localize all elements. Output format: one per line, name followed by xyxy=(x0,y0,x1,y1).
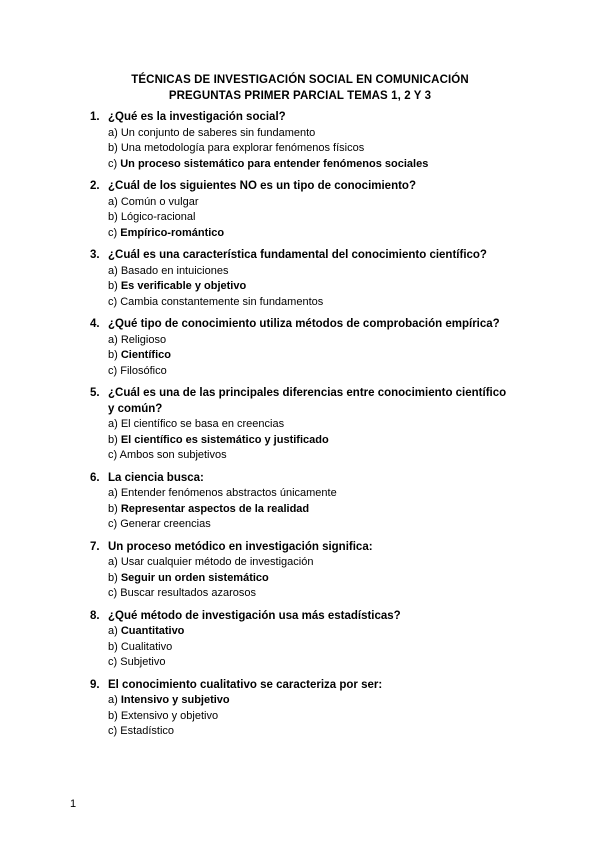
option-letter: a) xyxy=(108,556,118,568)
answer-option xyxy=(108,333,600,349)
question-item xyxy=(0,179,600,241)
question-text: ¿Cuál es una característica fundamental del conocimiento científico? xyxy=(108,249,487,261)
option-letter: b) xyxy=(108,280,118,292)
answer-option xyxy=(108,655,600,671)
answer-option xyxy=(108,486,600,502)
correct-answer-text: Representar aspectos de la realidad xyxy=(120,502,310,515)
option-letter: b) xyxy=(108,142,118,154)
option-letter: a) xyxy=(108,487,118,499)
answer-option xyxy=(108,195,600,211)
question-number: 4. xyxy=(90,318,100,330)
answer-option xyxy=(108,517,600,533)
option-text: Cambia constantemente sin fundamentos xyxy=(120,295,324,308)
answer-option xyxy=(108,348,600,364)
option-letter: c) xyxy=(108,449,118,461)
document-subtitle: PREGUNTAS PRIMER PARCIAL TEMAS 1, 2 Y 3 xyxy=(168,90,432,102)
option-text: Ambos son subjetivos xyxy=(119,449,227,461)
question-item xyxy=(0,317,600,379)
answer-option xyxy=(108,226,600,242)
option-text: Filosófico xyxy=(120,364,167,377)
question-item xyxy=(0,386,600,464)
answer-option xyxy=(108,433,600,449)
correct-answer-text: El científico es sistemático y justificado xyxy=(120,433,329,446)
option-letter: b) xyxy=(108,349,118,361)
option-letter: a) xyxy=(108,418,118,430)
option-text: Subjetivo xyxy=(120,656,166,668)
question-text: El conocimiento cualitativo se caracteriza por ser: xyxy=(108,678,383,691)
question-item xyxy=(0,678,600,740)
option-letter: a) xyxy=(108,126,118,139)
correct-answer-text: Es verificable y objetivo xyxy=(120,280,247,292)
correct-answer-text: Empírico-romántico xyxy=(120,226,225,239)
option-letter: c) xyxy=(108,295,118,308)
option-text: Basado en intuiciones xyxy=(120,264,229,277)
question-item xyxy=(0,471,600,533)
correct-answer-text: Cuantitativo xyxy=(120,625,185,637)
question-item xyxy=(0,609,600,671)
option-letter: c) xyxy=(108,157,118,170)
option-text: Entender fenómenos abstractos únicamente xyxy=(120,487,337,499)
option-letter: b) xyxy=(108,502,118,515)
answer-option xyxy=(108,279,600,295)
answer-option xyxy=(108,640,600,656)
answer-option xyxy=(108,448,600,464)
answer-option xyxy=(108,417,600,433)
answer-option xyxy=(108,295,600,311)
question-text: ¿Cuál de los siguientes NO es un tipo de conocimiento? xyxy=(108,180,416,192)
page-number: 1 xyxy=(70,798,77,810)
option-text: Lógico-racional xyxy=(120,211,196,223)
answer-option xyxy=(108,555,600,571)
question-item xyxy=(0,110,600,172)
question-item xyxy=(0,248,600,310)
option-letter: a) xyxy=(108,195,118,208)
question-number: 9. xyxy=(90,678,100,691)
option-letter: c) xyxy=(108,364,118,377)
question-text: La ciencia busca: xyxy=(108,471,204,484)
question-text: ¿Qué método de investigación usa más estadísticas? xyxy=(108,609,401,622)
answer-option xyxy=(108,709,600,725)
option-letter: c) xyxy=(108,656,118,668)
option-text: Generar creencias xyxy=(120,518,211,530)
answer-option xyxy=(108,141,600,157)
answer-option xyxy=(108,624,600,640)
correct-answer-text: Un proceso sistemático para entender fenómenos sociales xyxy=(120,157,429,170)
question-number: 7. xyxy=(90,540,100,553)
document-title: TÉCNICAS DE INVESTIGACIÓN SOCIAL EN COMUNICACIÓN xyxy=(131,74,469,86)
option-letter: b) xyxy=(108,571,118,584)
option-letter: a) xyxy=(108,625,118,637)
answer-option xyxy=(108,210,600,226)
option-letter: c) xyxy=(108,587,118,599)
answer-option xyxy=(108,264,600,280)
question-number: 1. xyxy=(90,111,100,123)
question-text: Un proceso metódico en investigación significa: xyxy=(108,540,373,553)
question-number: 2. xyxy=(90,180,100,192)
answer-option xyxy=(108,571,600,587)
option-text: Común o vulgar xyxy=(120,195,199,208)
answer-option xyxy=(108,364,600,380)
answer-option xyxy=(108,724,600,740)
option-text: Buscar resultados azarosos xyxy=(120,587,256,599)
question-number: 8. xyxy=(90,609,100,622)
option-letter: a) xyxy=(108,694,118,706)
question-text: ¿Cuál es una de las principales diferencias entre conocimiento científico y común? xyxy=(108,387,507,415)
question-list xyxy=(0,110,600,747)
option-letter: b) xyxy=(108,433,118,446)
option-text: Usar cualquier método de investigación xyxy=(120,556,314,568)
correct-answer-text: Científico xyxy=(120,349,171,361)
option-letter: b) xyxy=(108,211,118,223)
option-text: Religioso xyxy=(120,333,167,346)
option-letter: b) xyxy=(108,640,118,653)
option-text: El científico se basa en creencias xyxy=(120,418,285,430)
question-item xyxy=(0,540,600,602)
question-text: ¿Qué tipo de conocimiento utiliza métodos de comprobación empírica? xyxy=(108,318,500,330)
option-letter: c) xyxy=(108,725,118,737)
option-letter: c) xyxy=(108,518,118,530)
answer-option xyxy=(108,157,600,173)
answer-option xyxy=(108,693,600,709)
question-number: 3. xyxy=(90,249,100,261)
correct-answer-text: Intensivo y subjetivo xyxy=(120,694,230,706)
option-text: Un conjunto de saberes sin fundamento xyxy=(120,126,316,139)
correct-answer-text: Seguir un orden sistemático xyxy=(120,571,269,584)
question-number: 6. xyxy=(90,471,100,484)
option-letter: c) xyxy=(108,226,118,239)
option-text: Estadístico xyxy=(120,725,175,737)
option-text: Extensivo y objetivo xyxy=(120,709,219,722)
option-letter: a) xyxy=(108,333,118,346)
answer-option xyxy=(108,502,600,518)
answer-option xyxy=(108,586,600,602)
question-number: 5. xyxy=(90,387,100,399)
option-letter: a) xyxy=(108,264,118,277)
question-text: ¿Qué es la investigación social? xyxy=(108,111,286,123)
option-text: Cualitativo xyxy=(120,640,173,653)
option-letter: b) xyxy=(108,709,118,722)
answer-option xyxy=(108,126,600,142)
option-text: Una metodología para explorar fenómenos físicos xyxy=(120,142,365,154)
